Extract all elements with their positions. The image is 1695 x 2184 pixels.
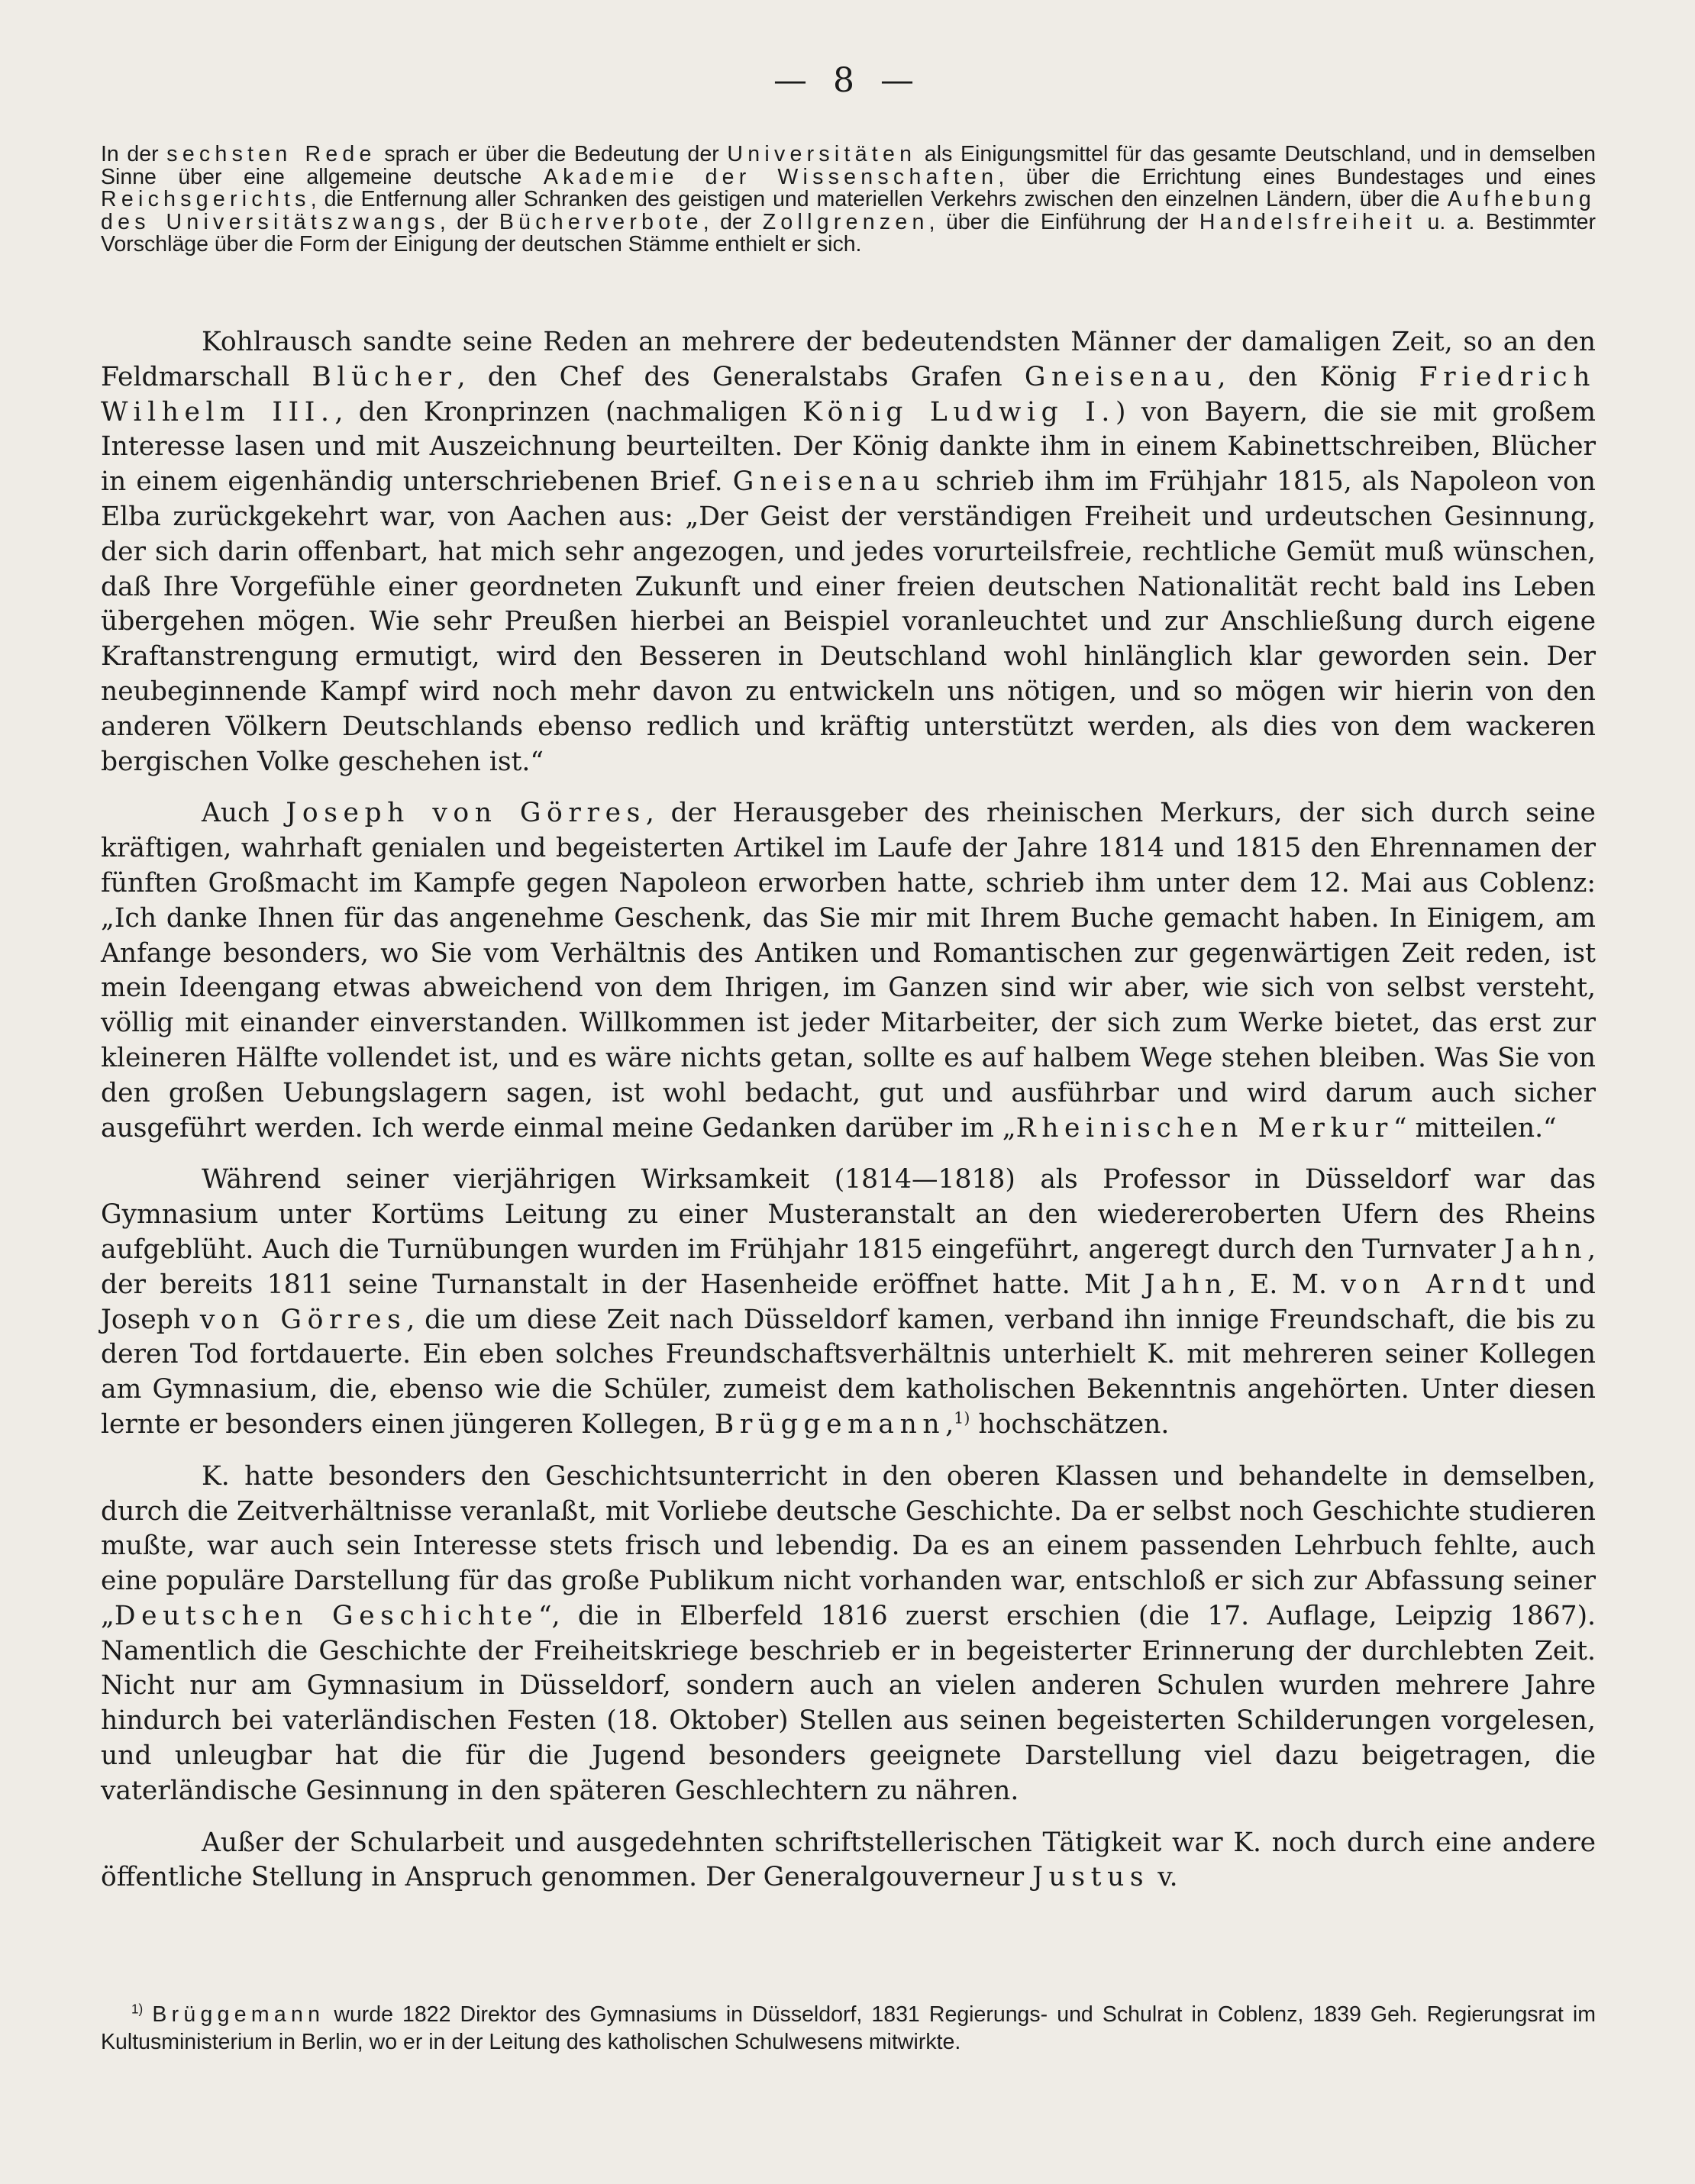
spaced-emphasis: Zollgrenzen	[762, 209, 929, 234]
spaced-emphasis: Justus	[1032, 1862, 1150, 1893]
spaced-emphasis: Reichsgerichts	[101, 187, 311, 212]
main-text	[101, 325, 1596, 1895]
spaced-emphasis: Aufhebung des Universitätszwangs	[101, 187, 1596, 234]
spaced-emphasis: Gneisenau	[1024, 361, 1218, 392]
spaced-emphasis: Gneisenau	[732, 466, 926, 498]
spaced-emphasis: König Ludwig I.	[802, 396, 1115, 427]
footnote-marker: 1)	[131, 2002, 144, 2017]
spaced-emphasis: sechsten Rede	[166, 142, 376, 166]
paragraph: Auch Joseph von Görres, der Herausgeber des rheinischen Merkurs, der sich durch seine kräftigen, wahrhaft genialen und begeisterten Artikel im Laufe der Jahre 1814 und 1815 den Ehrennamen der fünften Großmacht im Kampfe gegen Napoleon erworben hatte, schrieb ihm unter dem 12. Mai aus Coblenz: „Ich danke Ihnen für das angenehme Geschenk, das Sie mir mit Ihrem Buche gemacht haben. In Einigem, am Anfange besonders, wo Sie vom Verhältnis des Antiken und Romantischen zur gegenwärtigen Zeit reden, ist mein Ideengang etwas abweichend von dem Ihrigen, im Ganzen sind wir aber, wie sich von selbst versteht, völlig mit einander einverstanden. Willkommen ist jeder Mitarbeiter, der sich zum Werke bietet, das erst zur kleineren Hälfte vollendet ist, und es wäre nichts getan, sollte es auf halbem Wege stehen bleiben. Was Sie von den großen Uebungslagern sagen, ist wohl bedacht, gut und ausführbar und wird darum auch sicher ausgeführt werden. Ich werde einmal meine Gedanken darüber im „Rheinischen Merkur“ mitteilen.“	[101, 798, 1596, 1144]
spaced-emphasis: Joseph von Görres	[286, 798, 646, 829]
spaced-emphasis: Universitäten	[727, 142, 917, 166]
spaced-emphasis: Akademie der Wissenschaften	[543, 164, 999, 189]
paragraph: Außer der Schularbeit und ausgedehnten schriftstellerischen Tätigkeit war K. noch durch eine andere öffentliche Stellung in Anspruch genommen. Der Generalgouverneur Justus v.	[101, 1827, 1596, 1893]
spaced-emphasis: Brüggemann	[152, 2002, 325, 2027]
paragraph: Während seiner vierjährigen Wirksamkeit (1814—1818) als Professor in Düsseldorf war das Gymnasium unter Kortüms Leitung zu einer Musteranstalt an den wiedereroberten Ufern des Rheins aufgeblüht. Auch die Turnübungen wurden im Frühjahr 1815 eingeführt, angeregt durch den Turnvater Jahn, der bereits 1811 seine Turnanstalt in der Hasenheide eröffnet hatte. Mit Jahn, E. M. von Arndt und Joseph von Görres, die um diese Zeit nach Düsseldorf kamen, verband ihn innige Freundschaft, die bis zu deren Tod fortdauerte. Ein eben solches Freundschaftsverhältnis unterhielt K. mit mehreren seiner Kollegen am Gymnasium, die, ebenso wie die Schüler, zumeist dem katholischen Bekenntnis angehörten. Unter diesen lernte er besonders einen jüngeren Kollegen, Brüggemann,$^{1)}$ hochschätzen.	[101, 1164, 1596, 1440]
spaced-emphasis: Friedrich Wilhelm III.	[101, 361, 1596, 427]
footnote-marker: 1)	[954, 1408, 970, 1428]
spaced-emphasis: Rheinischen Merkur	[1015, 1112, 1393, 1144]
spaced-emphasis: Handelsfreiheit	[1199, 209, 1417, 234]
spaced-emphasis: von Görres	[199, 1304, 407, 1335]
paragraph: K. hatte besonders den Geschichtsunterricht in den oberen Klassen und behandelte in demselben, durch die Zeitverhältnisse veranlaßt, mit Vorliebe deutsche Geschichte. Da er selbst noch Geschichte studieren mußte, war auch sein Interesse stets frisch und lebendig. Da es an einem passenden Lehrbuch fehlte, auch eine populäre Darstellung für das große Publikum nicht vorhanden war, entschloß er sich zur Abfassung seiner „Deutschen Geschichte“, die in Elberfeld 1816 zuerst erschien (die 17. Auflage, Leipzig 1867). Namentlich die Geschichte der Freiheitskriege beschrieb er in begeisterter Erinnerung der durchlebten Zeit. Nicht nur am Gymnasium in Düsseldorf, sondern auch an vielen anderen Schulen wurden mehrere Jahre hindurch bei vaterländischen Festen (18. Oktober) Stellen aus seinen begeisterten Schilderungen vorgelesen, und unleugbar hat die für die Jugend besonders geeignete Darstellung viel dazu beigetragen, die vaterländische Gesinnung in den späteren Geschlechtern zu nähren.	[101, 1460, 1596, 1806]
spaced-emphasis: Blücher	[312, 361, 457, 392]
footnote-text: $^{1)}$ Brüggemann wurde 1822 Direktor des Gymnasiums in Düsseldorf, 1831 Regierungs- und Schulrat in Coblenz, 1839 Geh. Regierungsrat im Kultusministerium in Berlin, wo er in der Leitung des katholischen Schulwesens mitwirkte.	[101, 2002, 1596, 2054]
paragraph: Kohlrausch sandte seine Reden an mehrere der bedeutendsten Männer der damaligen Zeit, so an den Feldmarschall Blücher, den Chef des Generalstabs Grafen Gneisenau, den König Friedrich Wilhelm III., den Kronprinzen (nachmaligen König Ludwig I.) von Bayern, die sie mit großem Interesse lasen und mit Auszeichnung beurteilten. Der König dankte ihm in einem Kabinettschreiben, Blücher in einem eigenhändig unterschriebenen Brief. Gneisenau schrieb ihm im Frühjahr 1815, als Napoleon von Elba zurückgekehrt war, von Aachen aus: „Der Geist der verständigen Freiheit und urdeutschen Gesinnung, der sich darin offenbart, hat mich sehr angezogen, und jedes vorurteilsfreie, rechtliche Gemüt muß wünschen, daß Ihre Vorgefühle einer geordneten Zukunft und einer freien deutschen Nationalität recht bald ins Leben übergehen mögen. Wie sehr Preußen hierbei an Beispiel voranleuchtet und zur Anschließung durch eigene Kraftanstrengung ermutigt, wird den Besseren in Deutschland wohl hinlänglich klar geworden sein. Der neubeginnende Kampf wird noch mehr davon zu entwickeln uns nötigen, und so mögen wir hierin von den anderen Völkern Deutschlands ebenso redlich und kräftig unterstützt werden, als dies von dem wackeren bergischen Volke geschehen ist.“	[101, 327, 1596, 777]
spaced-emphasis: Jahn	[1503, 1234, 1588, 1265]
spaced-emphasis: Deutschen Geschichte	[114, 1600, 539, 1631]
spaced-emphasis: Jahn	[1144, 1269, 1228, 1300]
spaced-emphasis: Brüggemann	[714, 1408, 946, 1440]
footnote	[101, 2001, 1596, 2056]
spaced-emphasis: von Arndt	[1341, 1269, 1532, 1300]
intro-summary: In der sechsten Rede sprach er über die Bedeutung der Universitäten als Einigungsmittel für das gesamte Deutschland, und in demselben Sinne über eine allgemeine deutsche Akademie der Wissenschaften, über die Errichtung eines Bundestages und eines Reichsgerichts, die Entfernung aller Schranken des geistigen und materiellen Verkehrs zwischen den einzelnen Ländern, über die Aufhebung des Universitätszwangs, der Bücherverbote, der Zollgrenzen, über die Einführung der Handelsfreiheit u. a. Bestimmter Vorschläge über die Form der Einigung der deutschen Stämme enthielt er sich.	[101, 142, 1596, 257]
spaced-emphasis: Bücherverbote	[499, 209, 703, 234]
page-number: — 8 —	[773, 61, 922, 100]
